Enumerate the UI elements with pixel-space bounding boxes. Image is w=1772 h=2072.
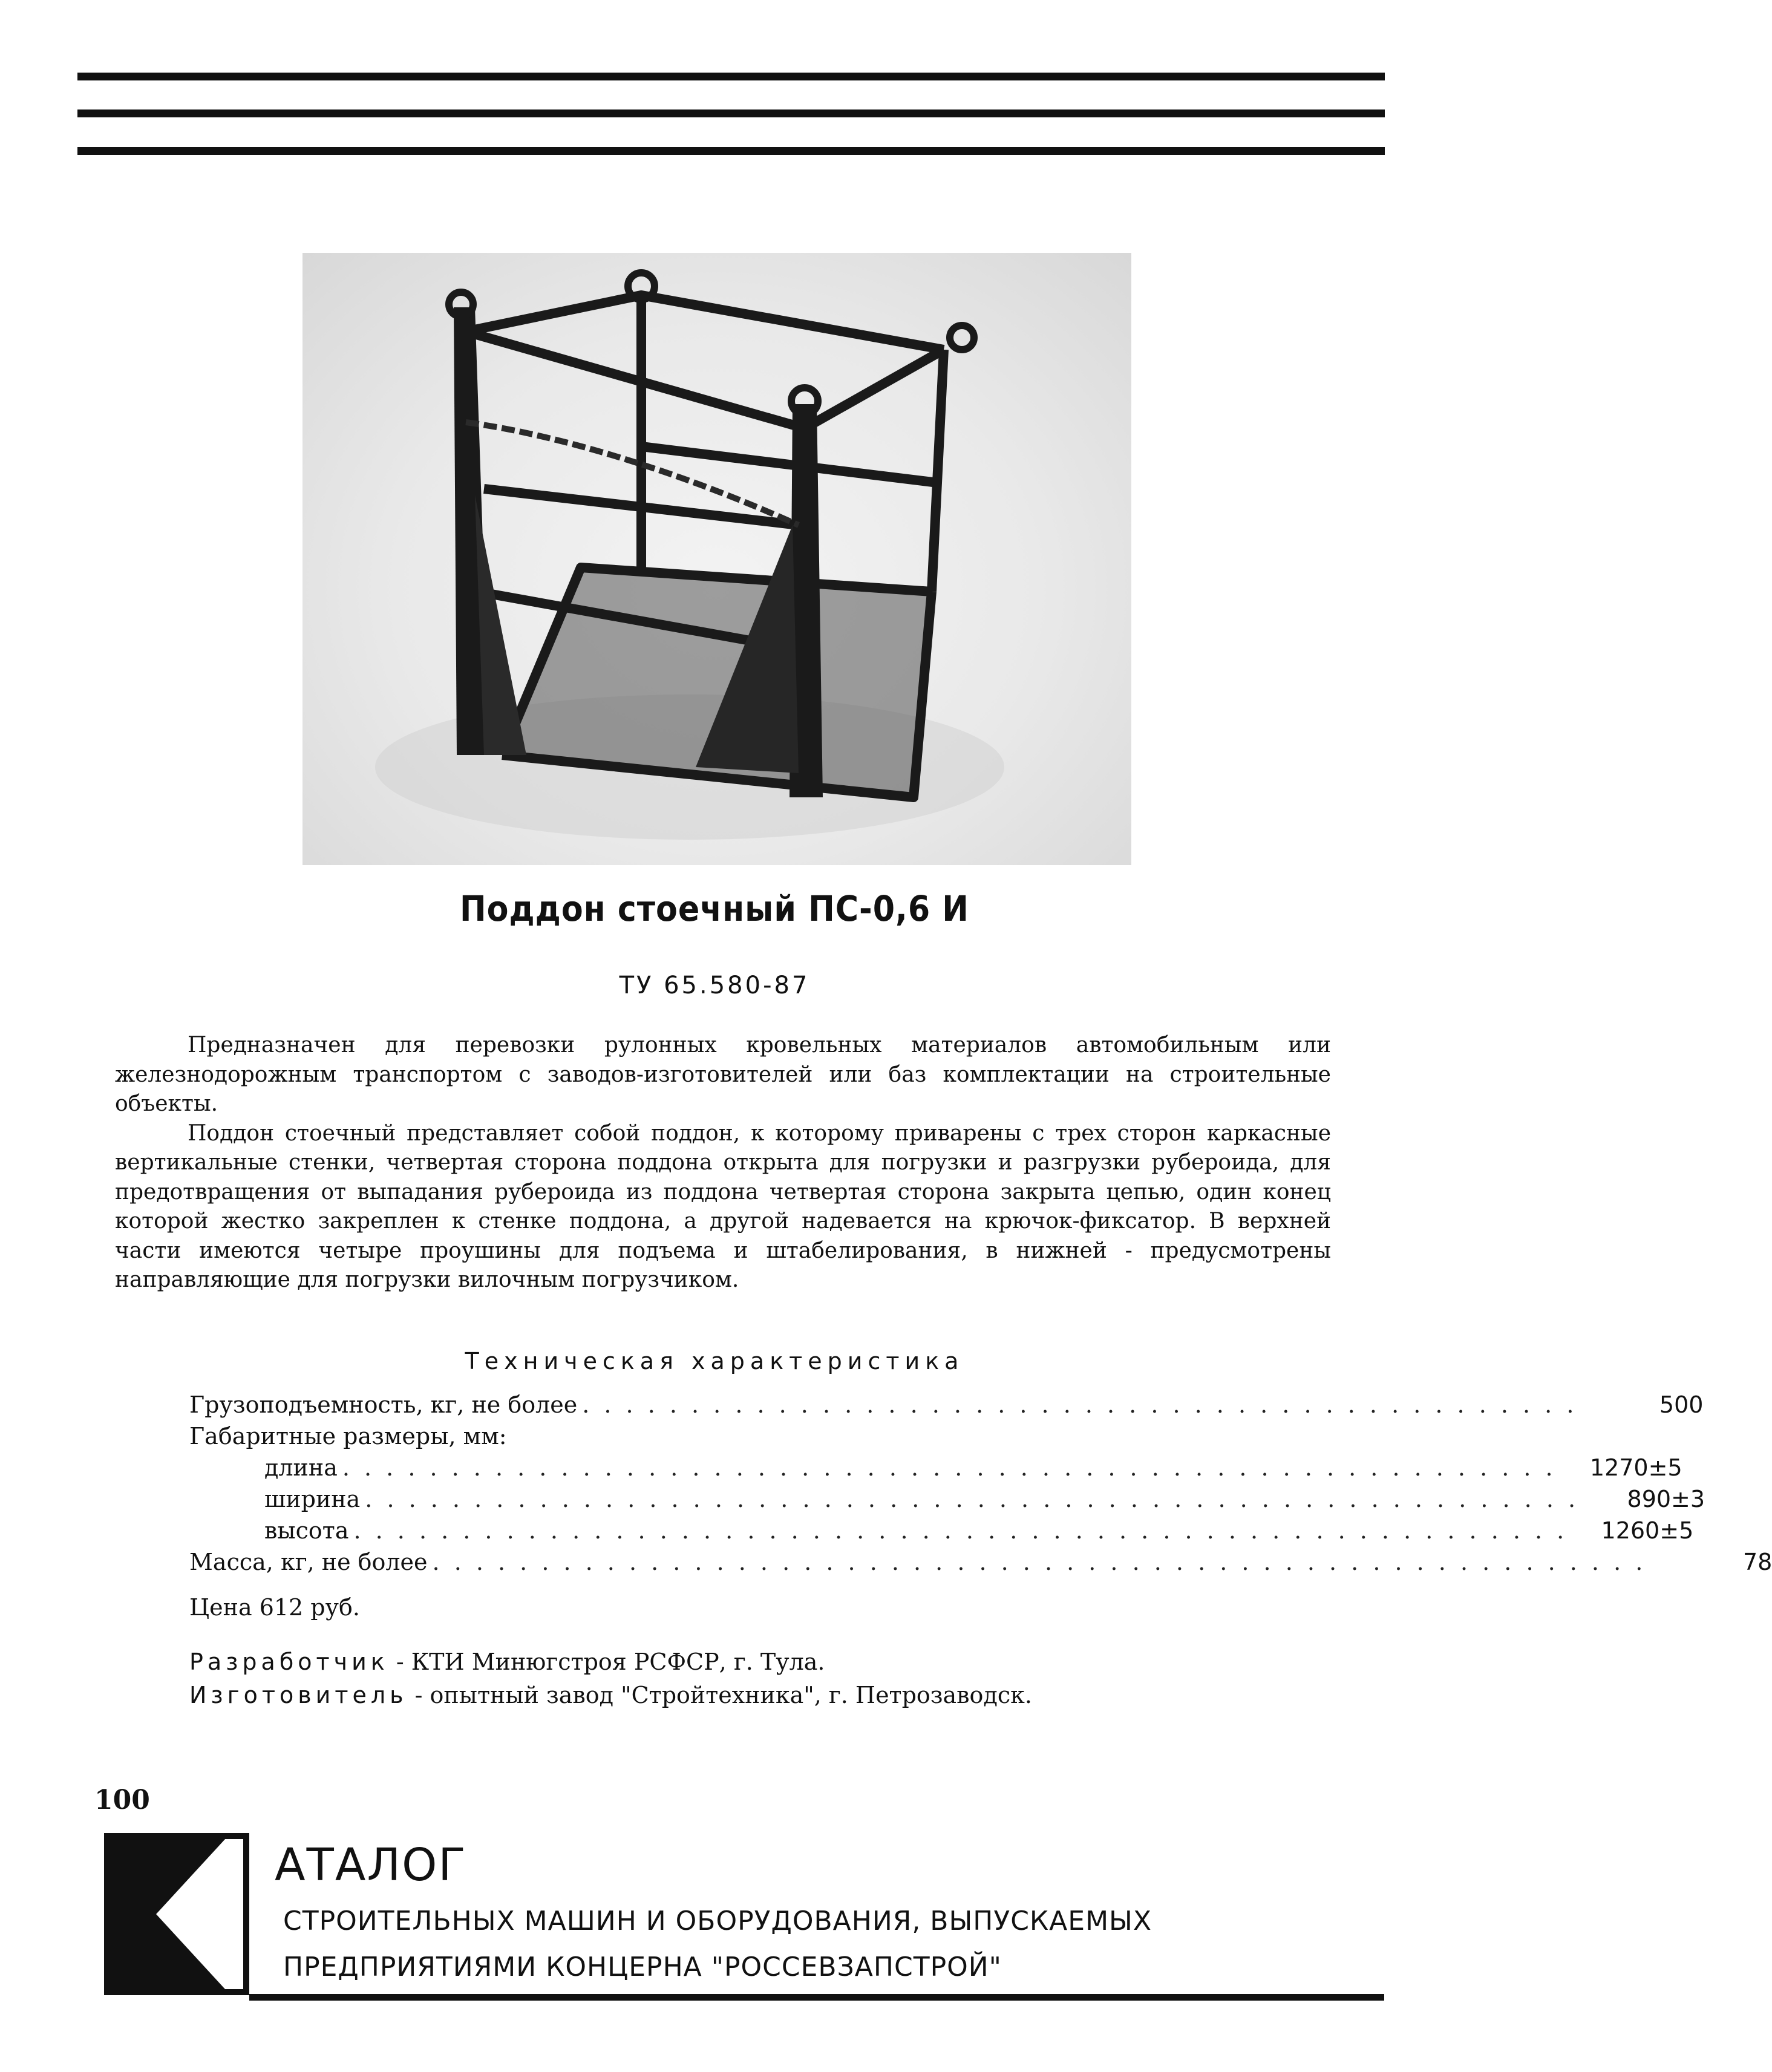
leader-dots: . . . . . . . . . . . . . . . . . . . . . . . . . . . . . . . . . . . . . . . . . . . . . . . . . . . . . . . . (342, 1454, 1557, 1481)
developer-value: - КТИ Минюгстроя РСФСР, г. Тула. (396, 1649, 825, 1675)
spec-value: 890±3 (1627, 1486, 1705, 1512)
pallet-illustration (302, 253, 1131, 865)
leader-dots: . . . . . . . . . . . . . . . . . . . . . . . . . . . . . . . . . . . . . . . . . . . . . . (582, 1391, 1578, 1418)
header-rule-2 (77, 109, 1385, 117)
catalog-title: АТАЛОГ (275, 1839, 467, 1891)
footer-rule (249, 1994, 1384, 2001)
spec-label: Масса, кг, не более (189, 1549, 428, 1575)
catalog-subtitle-2: ПРЕДПРИЯТИЯМИ КОНЦЕРНА "РОССЕВЗАПСТРОЙ" (283, 1952, 1002, 1982)
developer-line (189, 1649, 825, 1675)
manufacturer-value: - опытный завод "Стройтехника", г. Петрозаводск. (414, 1682, 1032, 1708)
description-paragraph-1: Предназначен для перевозки рулонных кровельных материалов автомобильным или железнодорожным транспортом с заводов-изготовителей или баз комплектации на строительные объекты. (115, 1033, 1331, 1116)
spec-label: длина (264, 1454, 338, 1481)
spec-row-mass (189, 1549, 1772, 1579)
spec-label: высота (264, 1517, 349, 1544)
developer-label: Разработчик (189, 1649, 389, 1675)
spec-label: ширина (264, 1486, 361, 1512)
page-number: 100 (94, 1785, 150, 1815)
spec-label: Габаритные размеры, мм: (189, 1423, 507, 1449)
manufacturer-label: Изготовитель (189, 1682, 408, 1708)
header-rule-3 (77, 147, 1385, 155)
description-paragraph-2: Поддон стоечный представляет собой поддон, к которому приварены с трех сторон каркасные вертикальные стенки, четвертая сторона поддона открыта для погрузки и разгрузки рубероида, для предотвращения от выпадания рубероида из поддона четвертая сторона закрыта цепью, один конец которой жестко закреплен к стенке поддона, а другой надевается на крючок-фиксатор. В верхней части имеются четыре проушины для подъема и штабелирования, в нижней - предусмотрены направляющие для погрузки вилочным погрузчиком. (115, 1120, 1331, 1292)
description (115, 1031, 1331, 1295)
leader-dots: . . . . . . . . . . . . . . . . . . . . . . . . . . . . . . . . . . . . . . . . . . . . . . . . . . . . . . . . (432, 1549, 1647, 1575)
spec-row-dimensions (189, 1423, 507, 1453)
spec-value: 1270±5 (1589, 1454, 1682, 1481)
manufacturer-line (189, 1682, 1032, 1708)
price: Цена 612 руб. (189, 1594, 360, 1621)
spec-value: 78 (1742, 1549, 1772, 1575)
spec-row-width (264, 1486, 1705, 1516)
spec-heading: Техническая характеристика (465, 1348, 964, 1374)
leader-dots: . . . . . . . . . . . . . . . . . . . . . . . . . . . . . . . . . . . . . . . . . . . . . . . . . . . . . . . . (353, 1517, 1568, 1544)
spec-value: 500 (1659, 1391, 1704, 1418)
spec-value: 1260±5 (1601, 1517, 1694, 1544)
spec-row-height (264, 1517, 1694, 1547)
leader-dots: . . . . . . . . . . . . . . . . . . . . . . . . . . . . . . . . . . . . . . . . . . . . . . . . . . . . . . . . (365, 1486, 1580, 1512)
header-rule-1 (77, 73, 1385, 80)
spec-label: Грузоподъемность, кг, не более (189, 1391, 578, 1418)
standard-code: ТУ 65.580-87 (619, 972, 810, 999)
page-title: Поддон стоечный ПС-0,6 И (460, 888, 969, 929)
catalog-subtitle-1: СТРОИТЕЛЬНЫХ МАШИН И ОБОРУДОВАНИЯ, ВЫПУСКАЕМЫХ (283, 1906, 1152, 1936)
spec-row-capacity (189, 1391, 1704, 1422)
pallet-photo (302, 253, 1131, 865)
spec-row-length (264, 1454, 1682, 1485)
catalog-k-logo-icon (104, 1833, 249, 1995)
